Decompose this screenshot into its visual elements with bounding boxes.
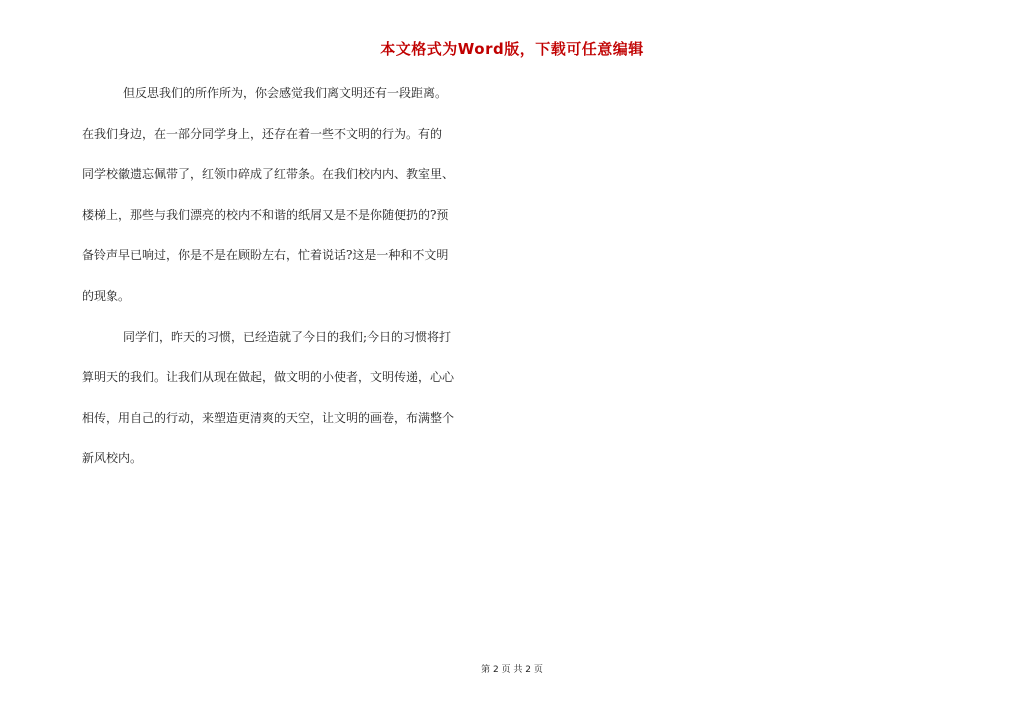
paragraph-line: 同学校徽遗忘佩带了，红领巾碎成了红带条。在我们校内内、教室里、: [82, 167, 455, 182]
page-number-footer: 第 2 页 共 2 页: [481, 665, 543, 675]
paragraph-line: 在我们身边，在一部分同学身上，还存在着一些不文明的行为。有的: [82, 126, 443, 141]
paragraph-line: 新风校内。: [82, 451, 143, 466]
paragraph-line: 楼梯上，那些与我们漂亮的校内不和谐的纸屑又是不是你随便扔的?预: [82, 207, 449, 222]
paragraph-line: 但反思我们的所作所为，你会感觉我们离文明还有一段距离。: [123, 86, 448, 100]
body-text: [82, 84, 522, 490]
paragraph-line: 备铃声早已响过，你是不是在顾盼左右，忙着说话?这是一种和不文明: [82, 248, 449, 263]
paragraph-line: 相传，用自己的行动，来塑造更清爽的天空，让文明的画卷，布满整个: [82, 410, 455, 425]
paragraph-line: 算明天的我们。让我们从现在做起，做文明的小使者，文明传递，心心: [82, 370, 455, 385]
paragraph-line: 同学们，昨天的习惯，已经造就了今日的我们;今日的习惯将打: [123, 329, 452, 344]
paragraph-line: 的现象。: [82, 288, 131, 303]
header-title: 本文格式为Word版，下载可任意编辑: [380, 40, 644, 58]
